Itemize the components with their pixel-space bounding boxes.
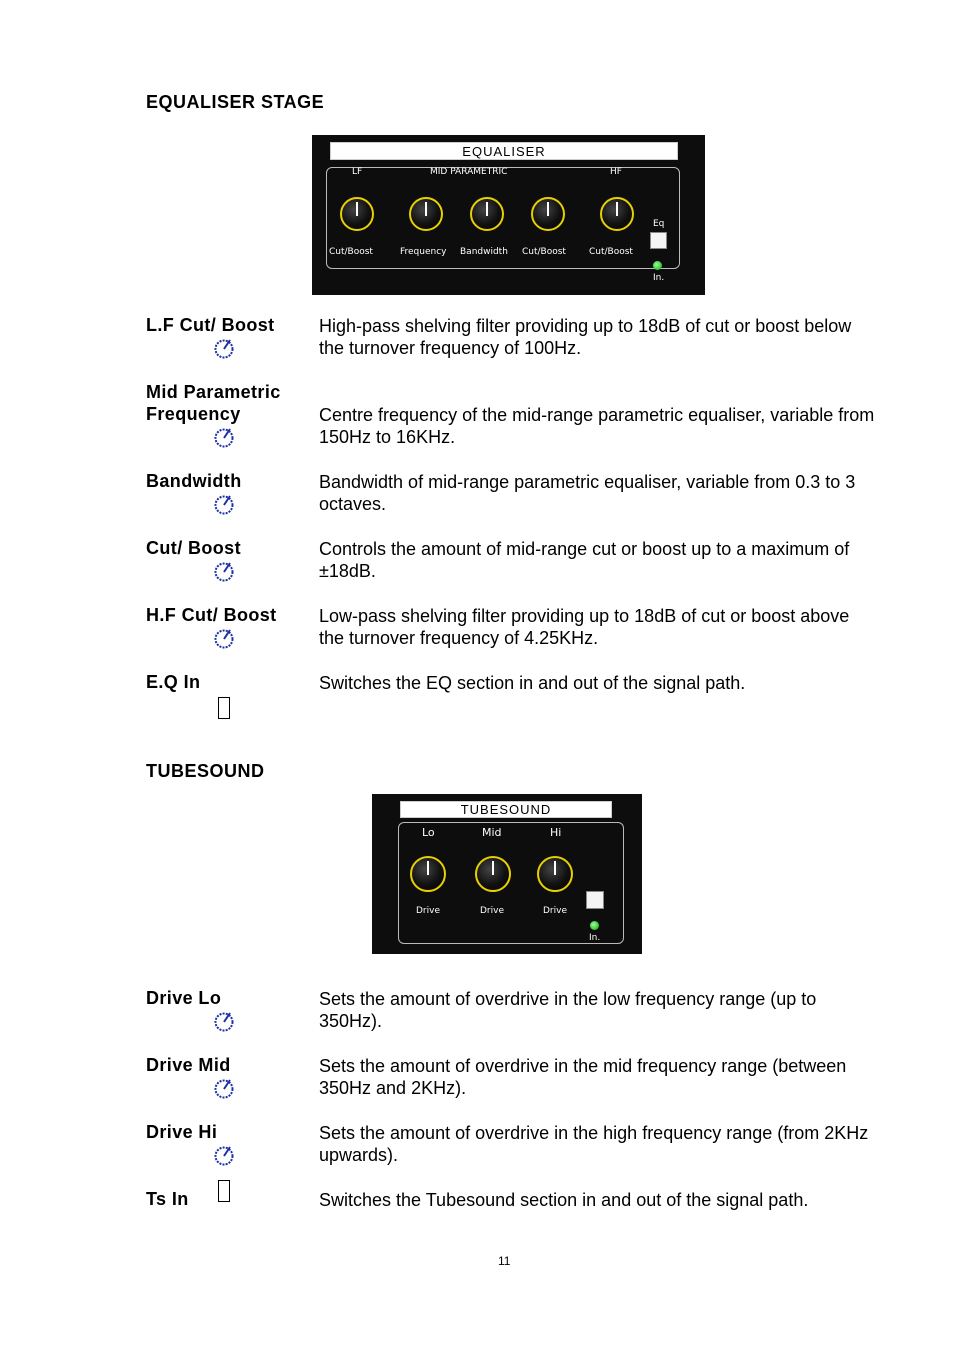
mid-group-label: MID PARAMETRIC bbox=[430, 167, 508, 177]
drive-mid-label: Drive Mid bbox=[146, 1055, 231, 1075]
ts-in-led bbox=[590, 921, 599, 930]
knob-icon bbox=[213, 493, 235, 515]
frequency-label: Frequency bbox=[146, 404, 241, 424]
knob-label-hf: Cut/Boost bbox=[589, 247, 633, 257]
cut-boost-label: Cut/ Boost bbox=[146, 538, 241, 558]
bandwidth-label: Bandwidth bbox=[146, 471, 242, 491]
eq-in-led bbox=[653, 261, 662, 270]
band-label-hi: Hi bbox=[550, 826, 562, 839]
lf-cut-boost-knob[interactable] bbox=[340, 197, 374, 231]
drive-hi-label: Drive Hi bbox=[146, 1122, 218, 1142]
equaliser-panel-title: EQUALISER bbox=[462, 144, 546, 159]
equaliser-panel-image bbox=[312, 135, 705, 295]
knob-icon bbox=[213, 1144, 235, 1166]
hf-cut-boost-knob[interactable] bbox=[600, 197, 634, 231]
tubesound-panel-title: TUBESOUND bbox=[460, 802, 552, 817]
knob-icon bbox=[213, 1010, 235, 1032]
lf-cut-boost-description: High-pass shelving filter providing up to 18dB of cut or boost below the turnover frequency of 100Hz. bbox=[319, 316, 852, 358]
band-label-mid: Mid bbox=[482, 826, 502, 839]
hf-group-label: HF bbox=[610, 167, 622, 177]
drive-lo-knob[interactable] bbox=[410, 856, 446, 892]
ts-in-button[interactable] bbox=[586, 891, 604, 909]
eq-section-heading: EQUALISER STAGE bbox=[146, 92, 325, 112]
tubesound-panel-image bbox=[372, 794, 642, 954]
hf-cut-boost-label: H.F Cut/ Boost bbox=[146, 605, 277, 625]
mid-frequency-description: Centre frequency of the mid-range parametric equaliser, variable from 150Hz to 16KHz. bbox=[319, 405, 875, 447]
switch-icon bbox=[218, 697, 230, 719]
drive-hi-description: Sets the amount of overdrive in the high frequency range (from 2KHz upwards). bbox=[319, 1123, 869, 1165]
drive-mid-description: Sets the amount of overdrive in the mid frequency range (between 350Hz and 2KHz). bbox=[319, 1056, 847, 1098]
ts-in-description: Switches the Tubesound section in and out of the signal path. bbox=[319, 1190, 809, 1210]
drive-lo-description: Sets the amount of overdrive in the low frequency range (up to 350Hz). bbox=[319, 989, 817, 1031]
eq-in-label: E.Q In bbox=[146, 672, 201, 692]
knob-label-frequency: Frequency bbox=[400, 247, 447, 257]
ts-in-label: Ts In bbox=[146, 1189, 189, 1209]
ts-led-label: In. bbox=[589, 933, 601, 943]
eq-led-label: In. bbox=[653, 273, 665, 283]
lf-cut-boost-label: L.F Cut/ Boost bbox=[146, 315, 275, 335]
switch-icon bbox=[218, 1180, 230, 1202]
drive-mid-knob[interactable] bbox=[475, 856, 511, 892]
knob-label-drive-hi: Drive bbox=[543, 906, 567, 916]
knob-icon bbox=[213, 337, 235, 359]
drive-hi-knob[interactable] bbox=[537, 856, 573, 892]
lf-group-label: LF bbox=[352, 167, 363, 177]
drive-lo-label: Drive Lo bbox=[146, 988, 222, 1008]
hf-cut-boost-description: Low-pass shelving filter providing up to 18dB of cut or boost above the turnover frequency of 4.25KHz. bbox=[319, 606, 850, 648]
tubesound-section-heading: TUBESOUND bbox=[146, 761, 265, 781]
knob-label-lf: Cut/Boost bbox=[329, 247, 373, 257]
knob-label-bandwidth: Bandwidth bbox=[460, 247, 508, 257]
mid-bandwidth-knob[interactable] bbox=[470, 197, 504, 231]
knob-label-drive-lo: Drive bbox=[416, 906, 440, 916]
bandwidth-description: Bandwidth of mid-range parametric equaliser, variable from 0.3 to 3 octaves. bbox=[319, 472, 856, 514]
mid-parametric-label: Mid Parametric bbox=[146, 382, 281, 402]
eq-button-label: Eq bbox=[653, 219, 665, 229]
knob-icon bbox=[213, 426, 235, 448]
knob-label-drive-mid: Drive bbox=[480, 906, 504, 916]
knob-icon bbox=[213, 560, 235, 582]
knob-icon bbox=[213, 1077, 235, 1099]
mid-frequency-knob[interactable] bbox=[409, 197, 443, 231]
knob-icon bbox=[213, 627, 235, 649]
mid-cut-boost-knob[interactable] bbox=[531, 197, 565, 231]
band-label-lo: Lo bbox=[422, 826, 435, 839]
cut-boost-description: Controls the amount of mid-range cut or boost up to a maximum of ±18dB. bbox=[319, 539, 850, 581]
knob-label-mid-cut: Cut/Boost bbox=[522, 247, 566, 257]
eq-in-description: Switches the EQ section in and out of the signal path. bbox=[319, 673, 746, 693]
eq-in-button[interactable] bbox=[650, 232, 667, 249]
page-number: 11 bbox=[498, 1254, 511, 1268]
